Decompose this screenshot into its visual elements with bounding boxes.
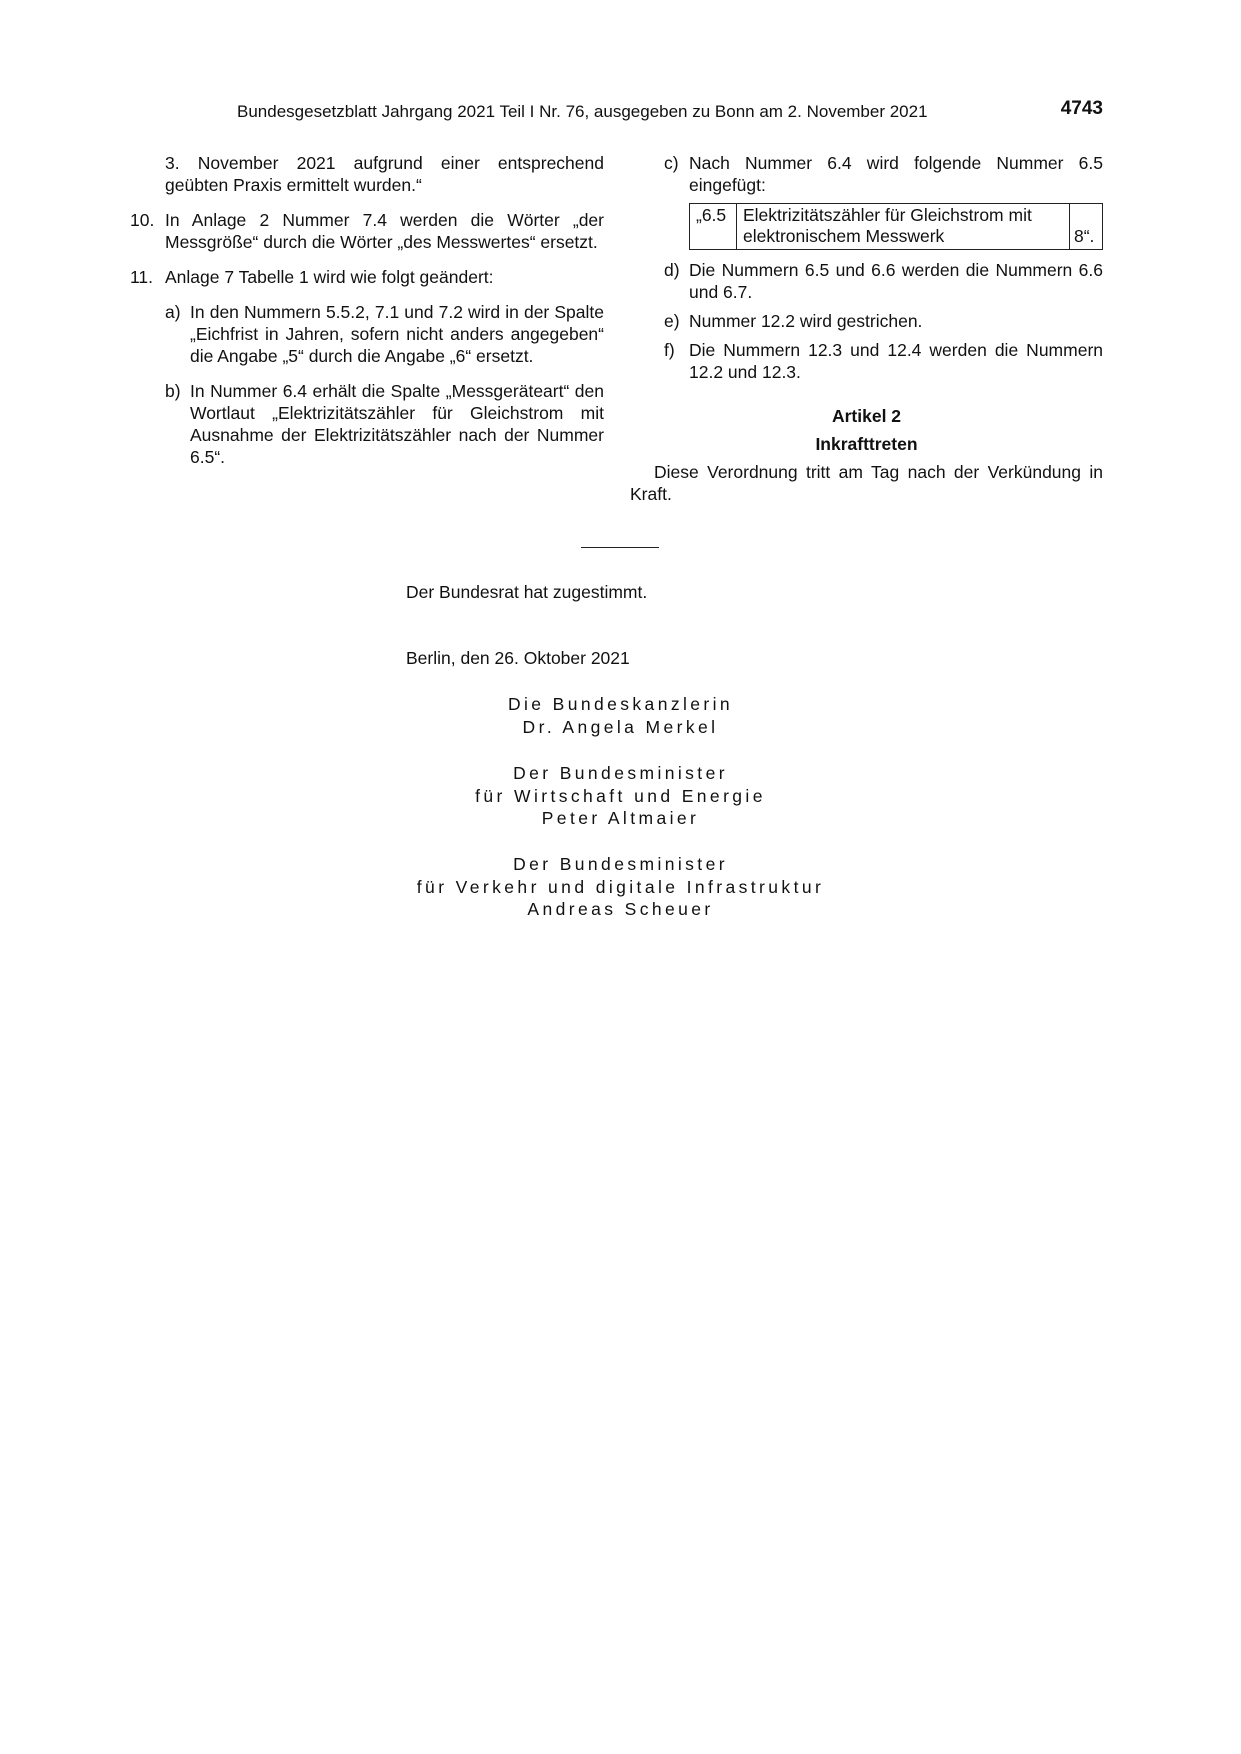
item-11-c-letter: c) xyxy=(664,153,679,173)
item-11-f-text: Die Nummern 12.3 und 12.4 werden die Nummern 12.2 und 12.3. xyxy=(689,340,1103,382)
item-11-b-text: In Nummer 6.4 erhält die Spalte „Messgeräteart“ den Wortlaut „Elektrizitätszähler für Gleichstrom mit Ausnahme der Elektrizitätszähler nach der Nummer 6.5“. xyxy=(190,381,604,467)
item-11-number: 11. xyxy=(130,267,154,287)
signature-name: Peter Altmaier xyxy=(541,808,700,828)
left-column xyxy=(130,152,604,468)
item-10-text: In Anlage 2 Nummer 7.4 werden die Wörter „der Messgröße“ durch die Wörter „des Messwertes“ ersetzt. xyxy=(165,210,604,252)
item-11-f xyxy=(630,339,1103,383)
table-cell-description: Elektrizitätszähler für Gleichstrom mit elektronischem Messwerk xyxy=(737,204,1070,250)
article-text: Diese Verordnung tritt am Tag nach der Verkündung in Kraft. xyxy=(630,462,1103,504)
item-11-a-text: In den Nummern 5.5.2, 7.1 und 7.2 wird in der Spalte „Eichfrist in Jahren, sofern nicht anders angegeben“ die Angabe „5“ durch die Angabe „6“ ersetzt. xyxy=(190,302,604,366)
item-11-b xyxy=(130,380,604,468)
item-11-e xyxy=(630,310,1103,332)
signature-name: Dr. Angela Merkel xyxy=(522,716,719,737)
signature-economy-minister xyxy=(300,762,941,830)
item-11-a-letter: a) xyxy=(165,302,181,322)
right-column xyxy=(630,152,1103,505)
item-11-c xyxy=(630,152,1103,196)
article-subtitle: Inkrafttreten xyxy=(815,434,918,454)
separator-rule xyxy=(581,547,659,548)
article-title: Artikel 2 xyxy=(831,406,902,426)
item-11-e-letter: e) xyxy=(664,311,680,331)
signature-title: Der Bundesminister xyxy=(513,854,728,874)
signature-transport-minister xyxy=(300,853,941,921)
item-11-f-letter: f) xyxy=(664,340,675,360)
signature-title: Der Bundesminister xyxy=(513,763,728,783)
item-11-e-text: Nummer 12.2 wird gestrichen. xyxy=(689,311,923,331)
page-number: 4743 xyxy=(1060,98,1103,119)
header-text: Bundesgesetzblatt Jahrgang 2021 Teil I Nr. 76, ausgegeben zu Bonn am 2. November 2021 xyxy=(237,102,928,121)
item-11-d-letter: d) xyxy=(664,260,680,280)
item-11-text: Anlage 7 Tabelle 1 wird wie folgt geändert: xyxy=(165,267,494,287)
item-11-a xyxy=(130,301,604,367)
item-11-d xyxy=(630,259,1103,303)
consent-statement: Der Bundesrat hat zugestimmt. xyxy=(406,582,648,602)
running-header xyxy=(237,98,1103,125)
intro-paragraph: 3. November 2021 aufgrund einer entsprechend geübten Praxis ermittelt wurden.“ xyxy=(165,153,604,195)
item-11-c-text: Nach Nummer 6.4 wird folgende Nummer 6.5 eingefügt: xyxy=(689,153,1103,195)
item-11-d-text: Die Nummern 6.5 und 6.6 werden die Nummern 6.6 und 6.7. xyxy=(689,260,1103,302)
item-10-number: 10. xyxy=(130,210,155,230)
table-row xyxy=(690,204,1103,250)
item-11 xyxy=(130,266,604,288)
place-date: Berlin, den 26. Oktober 2021 xyxy=(406,648,630,668)
signature-title: Die Bundeskanzlerin xyxy=(507,694,734,714)
item-11-b-letter: b) xyxy=(165,381,181,401)
signature-name: Andreas Scheuer xyxy=(527,899,714,919)
signature-chancellor xyxy=(300,693,941,738)
inserted-table xyxy=(689,203,1103,250)
signature-department: für Verkehr und digitale Infrastruktur xyxy=(416,876,825,897)
signature-department: für Wirtschaft und Energie xyxy=(475,785,766,806)
table-cell-value: 8“. xyxy=(1070,204,1103,250)
table-cell-number: „6.5 xyxy=(690,204,737,250)
item-10 xyxy=(130,209,604,253)
